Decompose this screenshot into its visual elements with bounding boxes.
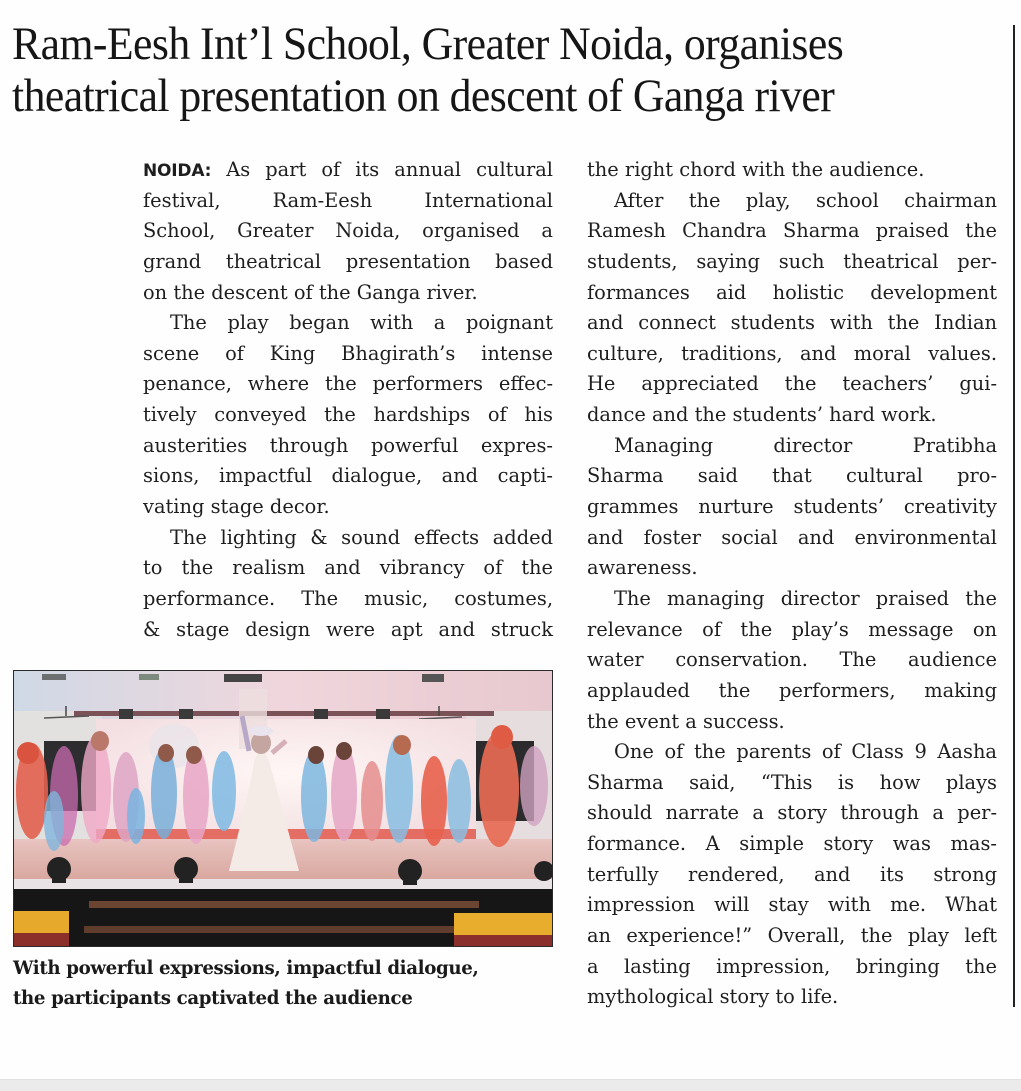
paragraph-lighting-sound bbox=[143, 523, 553, 646]
text-line: One of the parents of Class 9 Aasha bbox=[614, 740, 997, 764]
spotlight bbox=[314, 709, 328, 719]
text-line: grand theatrical presentation based bbox=[143, 249, 553, 273]
ceiling-light bbox=[139, 674, 159, 680]
text-line: should narrate a story through a per- bbox=[587, 801, 997, 825]
text-line: terfully rendered, and its strong bbox=[587, 862, 997, 886]
stage-rail bbox=[74, 711, 494, 716]
side-platform-left bbox=[14, 911, 69, 933]
text-line: austerities through powerful expres- bbox=[143, 433, 553, 457]
floor-spotlight-icon bbox=[47, 857, 71, 883]
column-rule bbox=[1013, 25, 1015, 1007]
text-line: on the descent of the Ganga river. bbox=[143, 280, 478, 304]
ceiling-light bbox=[422, 674, 444, 682]
text-line: Sharma said, “This is how plays bbox=[587, 770, 997, 794]
text-line: applauded the performers, making bbox=[587, 678, 997, 702]
text-line: to the realism and vibrancy of the bbox=[143, 556, 553, 580]
stage-step bbox=[89, 901, 479, 908]
text-line: formances aid holistic development bbox=[587, 280, 997, 304]
spotlight bbox=[376, 709, 390, 719]
text-line: scene of King Bhagirath’s intense bbox=[143, 341, 553, 365]
caption-line-2: the participants captivated the audience bbox=[13, 988, 413, 1009]
dateline: NOIDA: bbox=[143, 161, 212, 181]
spotlight bbox=[119, 709, 133, 719]
text-line: the right chord with the audience. bbox=[587, 158, 925, 181]
text-line: performance. The music, costumes, bbox=[143, 586, 553, 610]
stage-step bbox=[84, 926, 484, 933]
paragraph-water-conservation bbox=[587, 584, 997, 737]
text-line: mythological story to life. bbox=[587, 985, 839, 1009]
text-line: formance. A simple story was mas- bbox=[587, 832, 997, 856]
text-line: Ramesh Chandra Sharma praised the bbox=[587, 219, 997, 243]
article-column-right bbox=[587, 155, 997, 1013]
text-line: As part of its annual cultural bbox=[211, 158, 553, 181]
text-line: a lasting impression, bringing the bbox=[587, 954, 997, 978]
ceiling-light bbox=[224, 674, 262, 682]
text-line: grammes nurture students’ creativity bbox=[587, 495, 997, 519]
text-line: and connect students with the Indian bbox=[587, 311, 997, 335]
text-line: the event a success. bbox=[587, 709, 785, 733]
text-line: Managing director Pratibha bbox=[614, 433, 997, 457]
text-line: penance, where the performers effec- bbox=[143, 372, 553, 396]
viewer-bottom-bar bbox=[0, 1079, 1021, 1091]
text-line: water conservation. The audience bbox=[587, 648, 997, 672]
paragraph-parent-quote bbox=[587, 737, 997, 1013]
text-line: After the play, school chairman bbox=[614, 188, 997, 212]
article-column-left bbox=[143, 155, 553, 645]
text-line: students, saying such theatrical per- bbox=[587, 249, 997, 273]
headline bbox=[12, 18, 942, 122]
text-line: The managing director praised the bbox=[614, 586, 997, 610]
text-line: impression will stay with me. What bbox=[587, 893, 997, 917]
text-line: tively conveyed the hardships of his bbox=[143, 403, 553, 427]
stage-performance-image bbox=[14, 671, 553, 947]
paragraph-continued bbox=[587, 155, 997, 186]
text-line: The lighting & sound effects added bbox=[170, 525, 553, 549]
text-line: He appreciated the teachers’ gui- bbox=[587, 372, 997, 396]
paragraph-chairman bbox=[587, 186, 997, 431]
text-line: and foster social and environmental bbox=[587, 525, 997, 549]
text-line: School, Greater Noida, organised a bbox=[143, 219, 553, 243]
text-line: The play began with a poignant bbox=[170, 311, 553, 335]
floor-spotlight-icon bbox=[174, 857, 198, 883]
text-line: relevance of the play’s message on bbox=[587, 617, 997, 641]
headline-line-1: Ram-Eesh Int’l School, Greater Noida, organises bbox=[12, 18, 844, 70]
side-platform-right bbox=[454, 913, 553, 935]
paragraph-play-opening bbox=[143, 308, 553, 522]
floor-spotlight-icon bbox=[398, 859, 422, 885]
photo-caption bbox=[13, 954, 573, 1014]
text-line: vating stage decor. bbox=[143, 495, 330, 519]
text-line: an experience!” Overall, the play left bbox=[587, 924, 997, 948]
caption-line-1: With powerful expressions, impactful dialogue, bbox=[13, 958, 479, 979]
spotlight bbox=[179, 709, 193, 719]
paragraph-managing-director bbox=[587, 431, 997, 584]
ceiling-light bbox=[42, 674, 66, 680]
text-line: sions, impactful dialogue, and capti- bbox=[143, 464, 553, 488]
article-photo bbox=[13, 670, 553, 947]
text-line: & stage design were apt and struck bbox=[143, 617, 553, 641]
text-line: awareness. bbox=[587, 556, 698, 580]
text-line: Sharma said that cultural pro- bbox=[587, 464, 997, 488]
text-line: dance and the students’ hard work. bbox=[587, 403, 937, 427]
paragraph-intro bbox=[143, 155, 553, 308]
headline-line-2: theatrical presentation on descent of Ganga river bbox=[12, 70, 835, 122]
text-line: festival, Ram-Eesh International bbox=[143, 188, 553, 212]
text-line: culture, traditions, and moral values. bbox=[587, 341, 997, 365]
